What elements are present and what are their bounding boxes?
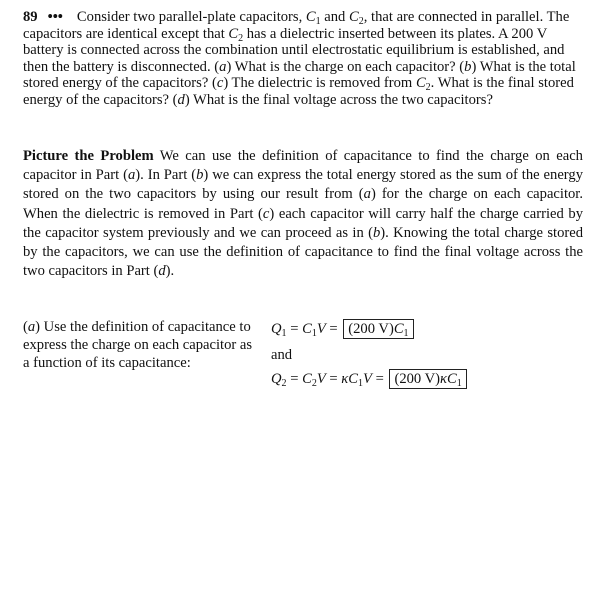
subscript: 2 (281, 378, 287, 389)
part-letter: b (464, 58, 472, 75)
equals-sign: = (286, 321, 303, 337)
problem-text: has a dielectric inserted between its plates. A 200 V battery is connected across the combination until electrostatic equilibrium is established, and then the battery is disconnected. ( (23, 25, 565, 75)
equals-sign: = (325, 371, 342, 387)
symbol-kappa: κ (341, 371, 349, 387)
equals-sign: = (371, 371, 388, 387)
picture-text: ) we can express the total energy stored as the sum of the energy stored on the two capacitors by using our result from ( (23, 167, 583, 203)
part-letter: b (373, 224, 381, 241)
symbol-q: Q (271, 321, 282, 337)
part-letter: c (216, 75, 224, 92)
picture-text: ) for the charge on each capacitor. When the dielectric is removed in Part ( (23, 186, 584, 222)
picture-text: ). (165, 263, 175, 280)
symbol-c2: C (415, 75, 426, 92)
subscript: 1 (311, 328, 317, 339)
symbol-v: V (316, 371, 326, 387)
symbol-v: V (363, 371, 372, 387)
step-a-label (23, 318, 255, 372)
problem-text: ) What is the charge on each capacitor? ( (226, 58, 465, 75)
equals-sign: = (325, 321, 342, 337)
picture-the-problem (23, 147, 583, 281)
symbol-c: C (393, 321, 404, 337)
part-letter: b (196, 167, 204, 184)
problem-number: 89 (23, 9, 38, 25)
picture-title: Picture the Problem (23, 148, 154, 164)
subscript: 2 (238, 32, 244, 44)
subscript: 1 (403, 328, 409, 339)
picture-text: ) each capacitor will carry half the charge carried by the capacitor system previously and we can proceed as in ( (23, 205, 583, 241)
problem-paragraph (23, 9, 583, 109)
boxed-answer-q1 (343, 319, 413, 339)
equals-sign: = (286, 371, 303, 387)
problem-statement (23, 9, 583, 109)
picture-text: We can use the definition of capacitance to find the charge on each capacitor in Part ( (23, 148, 583, 184)
subscript: 2 (311, 378, 317, 389)
equation-q2 (271, 369, 467, 389)
boxed-answer-q2 (389, 369, 466, 389)
difficulty-rating: ••• (47, 9, 63, 25)
step-a-description: ) Use the definition of capacitance to express the charge on each capacitor as a function of its capacitance: (23, 319, 253, 371)
part-letter: d (177, 91, 185, 108)
symbol-q: Q (271, 371, 282, 387)
part-letter: d (158, 263, 166, 280)
part-letter: c (262, 205, 270, 222)
symbol-c1: C (305, 9, 316, 25)
part-letter: a (27, 319, 36, 335)
symbol-c: C (302, 321, 312, 337)
symbol-c: C (302, 371, 312, 387)
subscript: 2 (425, 82, 431, 94)
answer-voltage: (200 V) (394, 371, 441, 387)
symbol-c: C (447, 371, 457, 387)
part-letter: a (219, 58, 227, 75)
subscript: 1 (315, 16, 321, 27)
problem-text: . What is the final stored energy of the capacitors? ( (23, 75, 574, 108)
subscript: 1 (456, 378, 462, 389)
picture-text: ). In Part ( (135, 167, 197, 184)
part-letter: a (363, 186, 371, 203)
symbol-kappa: κ (440, 371, 448, 387)
answer-voltage: (200 V) (348, 321, 394, 337)
symbol-c2: C (228, 25, 239, 42)
problem-text: , that are connected in parallel. The capacitors are identical except that (23, 9, 570, 42)
picture-paragraph (23, 147, 583, 281)
picture-text: ). Knowing the total charge stored by the capacitors, we can use the definition of capacitance to find the final voltage across the two capacitors in Part ( (23, 224, 584, 280)
problem-text: ) What is the final voltage across the two capacitors? (184, 91, 493, 108)
subscript: 1 (281, 328, 287, 339)
symbol-v: V (316, 321, 326, 337)
problem-text: ) The dielectric is removed from (223, 75, 416, 92)
equation-q1 (271, 319, 414, 339)
conjunction-and: and (271, 347, 293, 363)
subscript: 2 (358, 16, 364, 27)
problem-text: ) What is the total stored energy of the capacitors? ( (23, 58, 576, 92)
symbol-c2: C (349, 9, 359, 25)
problem-text: and (320, 9, 349, 25)
step-a-text: (a) Use the definition of capacitance to express the charge on each capacitor as a function of its capacitance: (23, 319, 253, 371)
subscript: 1 (358, 378, 364, 389)
problem-text: Consider two parallel-plate capacitors, (76, 9, 306, 25)
part-letter: a (127, 167, 136, 184)
symbol-c: C (348, 371, 359, 387)
